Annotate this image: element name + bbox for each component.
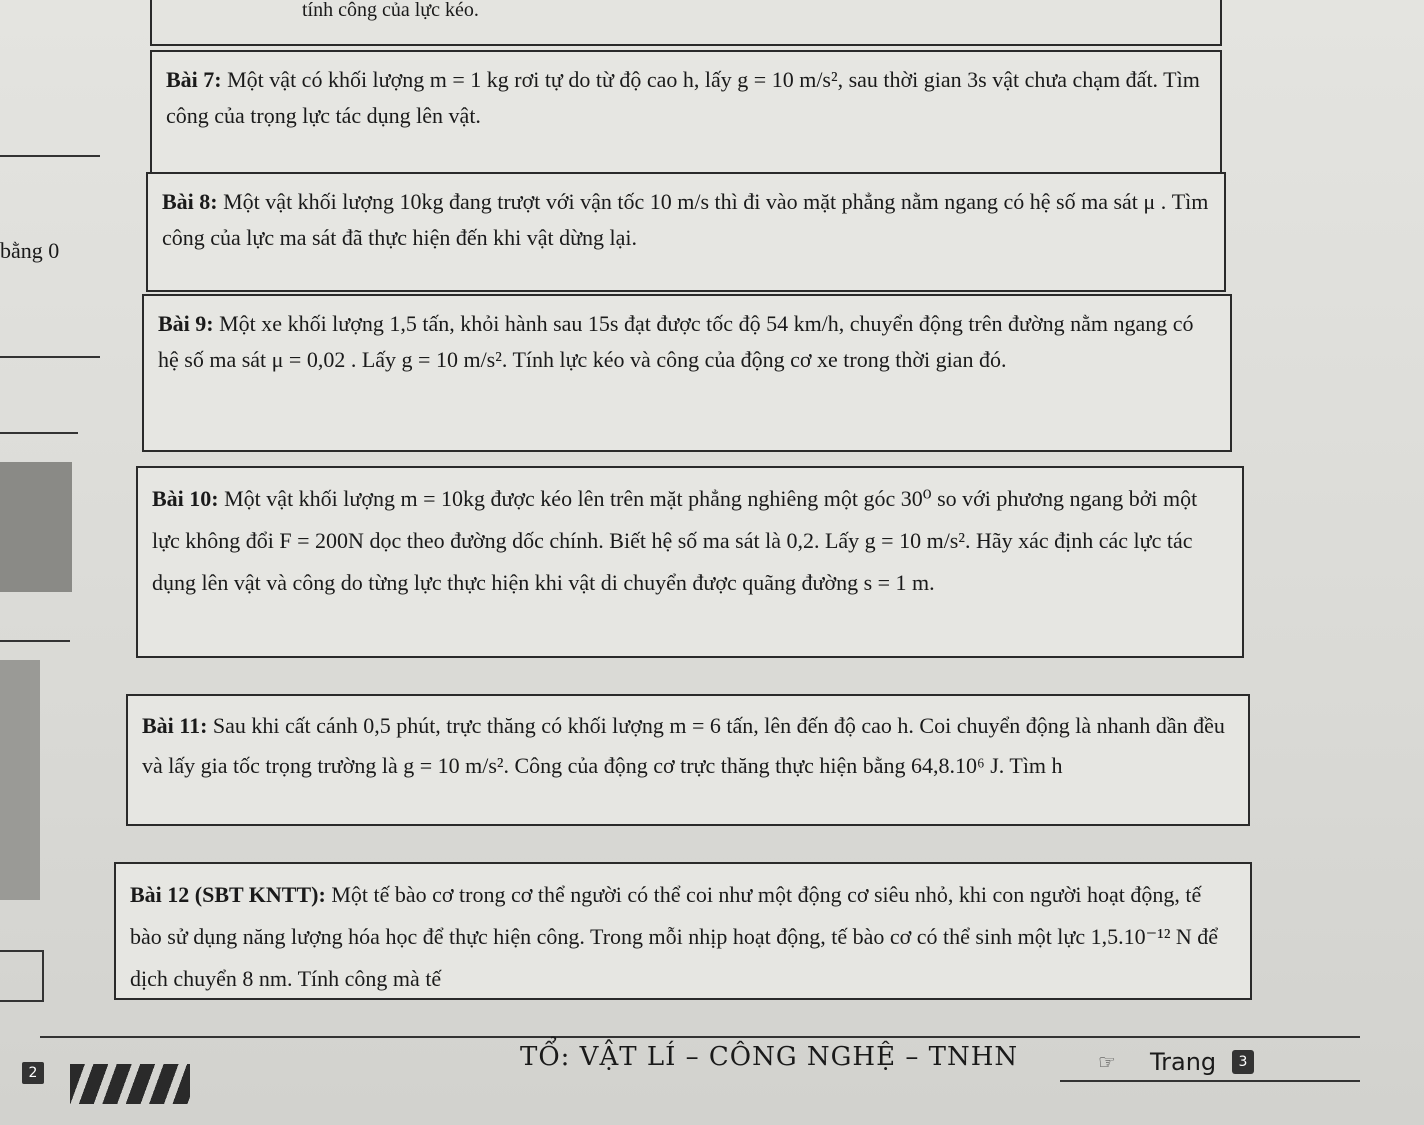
exercise-9: [142, 294, 1232, 452]
footer-rule: [40, 1036, 1360, 1038]
left-divider: [0, 432, 78, 434]
exercise-label: Bài 12 (SBT KNTT):: [130, 882, 326, 907]
exercise-label: Bài 10:: [152, 486, 219, 511]
exercise-11: [126, 694, 1250, 826]
exercise-8: [146, 172, 1226, 292]
left-image-fragment: [0, 660, 40, 900]
left-image-fragment: [0, 462, 72, 592]
exercise-text: Một vật khối lượng 10kg đang trượt với vận tốc 10 m/s thì đi vào mặt phẳng nằm ngang có hệ số ma sát μ . Tìm công của lực ma sát đã thực hiện đến khi vật dừng lại.: [162, 189, 1209, 250]
exercise-text: Một vật khối lượng m = 10kg được kéo lên trên mặt phẳng nghiêng một góc 30⁰ so với phương ngang bởi một lực không đổi F = 200N dọc theo đường dốc chính. Biết hệ số ma sát là 0,2. Lấy g = 10 m/s². Hãy xác định các lực tác dụng lên vật và công do từng lực thực hiện khi vật di chuyển được quãng đường s = 1 m.: [152, 486, 1198, 595]
page-label: Trang: [1150, 1048, 1217, 1076]
pointing-hand-icon: ☞: [1098, 1050, 1116, 1074]
left-divider: [0, 356, 100, 358]
decorative-stripes: [70, 1064, 190, 1104]
page-number: 3: [1232, 1050, 1254, 1074]
exercise-10: [136, 466, 1244, 658]
exercise-label: Bài 7:: [166, 67, 222, 92]
exercise-7: [150, 50, 1222, 174]
exercise-label: Bài 11:: [142, 713, 208, 738]
page-footer: [0, 1030, 1424, 1125]
footer-underline: [1060, 1080, 1360, 1082]
header-fragment: tính công của lực kéo.: [302, 0, 479, 21]
left-divider: [0, 155, 100, 157]
header-fragment-box: [150, 0, 1222, 46]
exercise-text: Một xe khối lượng 1,5 tấn, khỏi hành sau 15s đạt được tốc độ 54 km/h, chuyển động trên đường nằm ngang có hệ số ma sát μ = 0,02 . Lấy g = 10 m/s². Tính lực kéo và công của động cơ xe trong thời gian đó.: [158, 311, 1194, 372]
exercise-text: Một vật có khối lượng m = 1 kg rơi tự do từ độ cao h, lấy g = 10 m/s², sau thời gian 3s vật chưa chạm đất. Tìm công của trọng lực tác dụng lên vật.: [166, 67, 1200, 128]
left-box-fragment: [0, 950, 44, 1002]
exercise-label: Bài 9:: [158, 311, 214, 336]
footer-title: TỔ: VẬT LÍ – CÔNG NGHỆ – TNHN: [520, 1042, 1019, 1072]
exercise-text: Sau khi cất cánh 0,5 phút, trực thăng có khối lượng m = 6 tấn, lên đến độ cao h. Coi chuyển động là nhanh dần đều và lấy gia tốc trọng trường là g = 10 m/s². Công của động cơ trực thăng thực hiện bằng 64,8.10⁶ J. Tìm h: [142, 713, 1225, 778]
left-fragment: bằng 0: [0, 238, 60, 263]
exercise-label: Bài 8:: [162, 189, 218, 214]
left-page-number: 2: [22, 1062, 44, 1084]
exercise-12: [114, 862, 1252, 1000]
left-divider: [0, 640, 70, 642]
exercise-text: Một tế bào cơ trong cơ thể người có thể coi như một động cơ siêu nhỏ, khi con người hoạt động, tế bào sử dụng năng lượng hóa học để thực hiện công. Trong mỗi nhịp hoạt động, tế bào cơ có thể sinh một lực 1,5.10⁻¹² N để dịch chuyển 8 nm. Tính công mà tế: [130, 882, 1219, 991]
